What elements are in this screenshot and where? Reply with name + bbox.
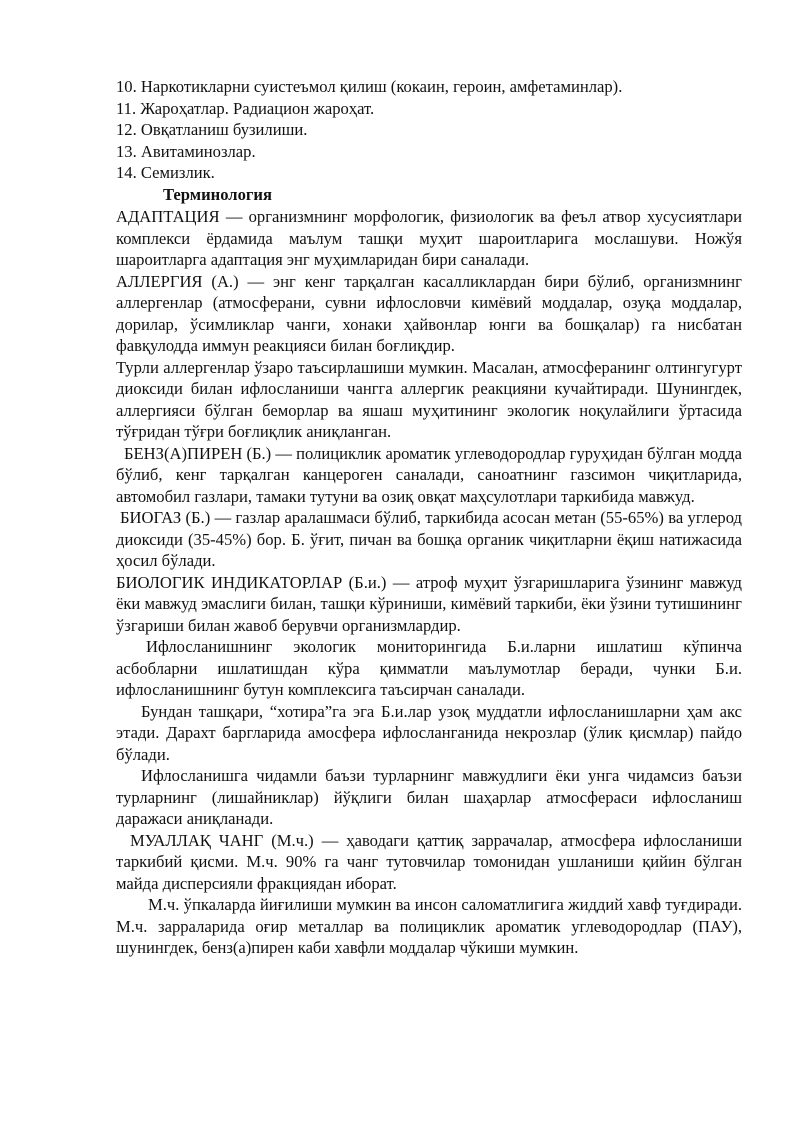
numbered-list [116,76,746,184]
paragraph-lichens: Ифлосланишга чидамли баъзи турларнинг мавжудлиги ёки унга чидамсиз баъзи турларнинг (лишайниклар) йўқлиги билан шаҳарлар атмосфераси ифлосланиш даражаси аниқланади. [116,766,742,828]
list-item: 10. Наркотикларни суистеъмол қилиш (кокаин, героин, амфетаминлар). [116,77,623,96]
section-heading: Терминология [163,185,272,204]
document-body [116,206,742,959]
paragraph-monitoring: Ифлосланишнинг экологик мониторингида Б.и.ларни ишлатиш кўпинча асбобларни ишлатишдан кўра қимматли маълумотлар беради, чунки Б.и. ифлосланишнинг бутун комплексига таъсирчан саналади. [116,637,742,699]
paragraph-bioindicators: БИОЛОГИК ИНДИКАТОРЛАР (Б.и.) — атроф муҳит ўзгаришларига ўзининг мавжуд ёки мавжуд эмаслиги билан, ташқи кўриниши, кимёвий таркиби, ёки ўзини тутишининг ўзгариши билан жавоб берувчи организмлардир. [116,572,742,635]
paragraph-adaptation: АДАПТАЦИЯ — организмнинг морфологик, физиологик ва феъл атвор хусусиятлари комплекси ёрдамида маълум ташқи муҳит шароитларига мослашуви. Ножўя шароитларга адаптация энг муҳимларидан бири саналади. [116,207,742,269]
paragraph-memory: Бундан ташқари, “хотира”га эга Б.и.лар узоқ муддатли ифлосланишларни ҳам акс этади. Дарахт баргларида амосфера ифлосланганида некрозлар (ўлик қисмлар) пайдо бўлади. [116,701,742,764]
list-item: 13. Авитаминозлар. [116,141,256,161]
paragraph-dust-health: М.ч. ўпкаларда йиғилиши мумкин ва инсон саломатлигига жиддий хавф туғдиради. М.ч. зарраларида оғир металлар ва полициклик ароматик углеводородлар (ПАУ), шунингдек, бенз(а)пирен каби хавфли моддалар чўкиши мумкин. [116,895,742,957]
list-item: 12. Овқатланиш бузилиши. [116,120,308,139]
paragraph-allergy: АЛЛЕРГИЯ (А.) — энг кенг тарқалган касалликлардан бири бўлиб, организмнинг аллергенлар (атмосферани, сувни ифлословчи кимёвий моддалар, озуқа моддалар, дорилар, ўсимликлар чанги, хонаки ҳайвонлар юнги ва бошқалар) га нисбатан фавқулодда иммун реакцияси билан боғлиқдир. [116,271,742,355]
list-item: 11. Жароҳатлар. Радиацион жароҳат. [116,98,375,118]
paragraph-biogas: БИОГАЗ (Б.) — газлар аралашмаси бўлиб, таркибида асосан метан (55-65%) ва углерод диоксиди (35-45%) бор. Б. ўғит, пичан ва бошқа органик чиқитларни ёқиш натижасида ҳосил бўлади. [116,508,742,570]
paragraph-suspended-dust: МУАЛЛАҚ ЧАНГ (М.ч.) — ҳаводаги қаттиқ заррачалар, атмосфера ифлосланиши таркибий қисми. М.ч. 90% га чанг тутовчилар томонидан ушланиши қийин бўлган майда дисперсияли фракциядан иборат. [116,830,742,893]
list-item: 14. Семизлик. [116,163,215,182]
paragraph-allergens: Турли аллергенлар ўзаро таъсирлашиши мумкин. Масалан, атмосферанинг олтингугурт диоксиди билан ифлосланиши чангга аллергик реакцияни кучайтиради. Шунингдек, аллергияси бўлган беморлар ва яшаш муҳитининг экологик ноқулайлиги ўртасида тўғридан тўғри боғлиқлик аниқланган. [116,357,742,441]
paragraph-benzpyrene: БЕНЗ(А)ПИРЕН (Б.) — полициклик ароматик углеводородлар гуруҳидан бўлган модда бўлиб, кенг тарқалган канцероген саналади, саноатнинг газсимон чиқитларида, автомобил газлари, тамаки тутуни ва озиқ овқат маҳсулотлари таркибида мавжуд. [116,443,742,506]
